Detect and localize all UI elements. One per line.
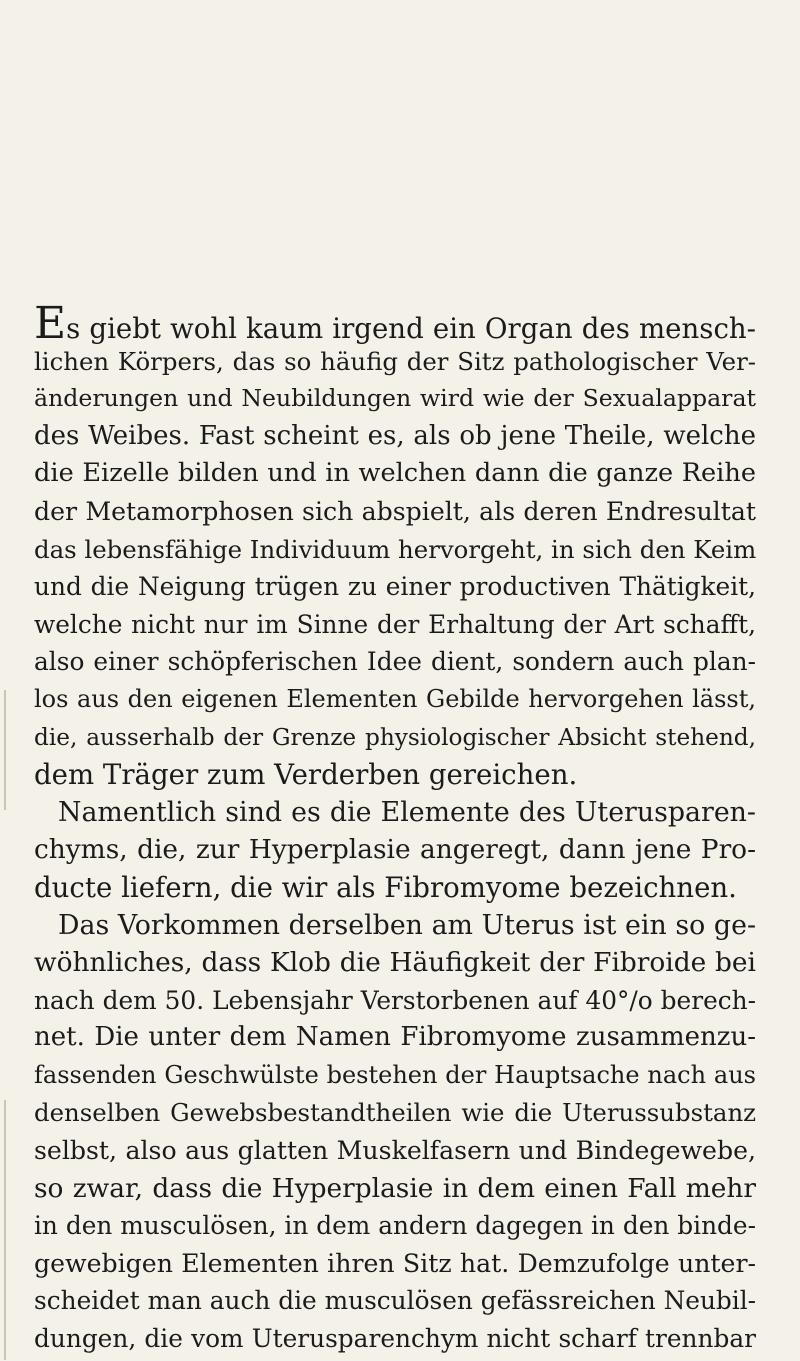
text-line: scheidet man auch die musculösen gefässreichen Neubil- [34,1286,757,1316]
text-line: denselben Gewebsbestandtheilen wie die Uterussubstanz [34,1098,756,1128]
text-line: wöhnliches, dass Klob die Häufigkeit der Fibroide bei [34,947,756,979]
text-line: los aus den eigenen Elementen Gebilde hervorgehen lässt, [34,684,756,713]
text-line: Es giebt wohl kaum irgend ein Organ des mensch- [34,298,756,349]
text-line: lichen Körpers, das so häufig der Sitz pathologischer Ver- [34,346,756,376]
margin-shadow [4,1100,6,1360]
text-line: dungen, die vom Uterusparenchym nicht scharf trennbar [34,1324,756,1354]
margin-shadow [4,690,6,810]
text-line: die Eizelle bilden und in welchen dann die ganze Reihe [34,458,756,489]
text-line: nach dem 50. Lebensjahr Verstorbenen auf 40°/o berech- [34,985,756,1015]
text-line: Das Vorkommen derselben am Uterus ist ein so ge- [58,909,756,941]
body-text [34,298,757,1358]
text-line: welche nicht nur im Sinne der Erhaltung der Art schafft, [34,609,756,639]
drop-cap: E [34,298,67,349]
text-line: das lebensfähige Individuum hervorgeht, in sich den Keim [34,534,757,564]
text-line: und die Neigung trügen zu einer productiven Thätigkeit, [34,572,756,602]
text-line: gewebigen Elementen ihren Sitz hat. Demzufolge unter- [34,1248,756,1278]
text-line: Namentlich sind es die Elemente des Uterusparen- [58,796,756,828]
text-line: änderungen und Neubildungen wird wie der Sexualapparat [34,384,756,413]
text-line: ducte liefern, die wir als Fibromyome bezeichnen. [34,870,737,904]
text-line: die, ausserhalb der Grenze physiologischer Absicht stehend, [34,723,756,751]
text-line: also einer schöpferischen Idee dient, sondern auch plan- [34,647,756,677]
text-line: dem Träger zum Verderben gereichen. [34,758,578,792]
text-line: der Metamorphosen sich abspielt, als deren Endresultat [34,496,756,526]
text-line: in den musculösen, in dem andern dagegen in den binde- [34,1211,756,1241]
text-line: fassenden Geschwülste bestehen der Hauptsache nach aus [34,1060,756,1089]
text-line: selbst, also aus glatten Muskelfasern und Bindegewebe, [34,1136,756,1166]
text-line: chyms, die, zur Hyperplasie angeregt, dann jene Pro- [34,834,756,866]
text-line: des Weibes. Fast scheint es, als ob jene Theile, welche [34,420,756,451]
text-line: so zwar, dass die Hyperplasie in dem einen Fall mehr [34,1172,756,1204]
text-line: net. Die unter dem Namen Fibromyome zusammenzu- [34,1022,756,1053]
